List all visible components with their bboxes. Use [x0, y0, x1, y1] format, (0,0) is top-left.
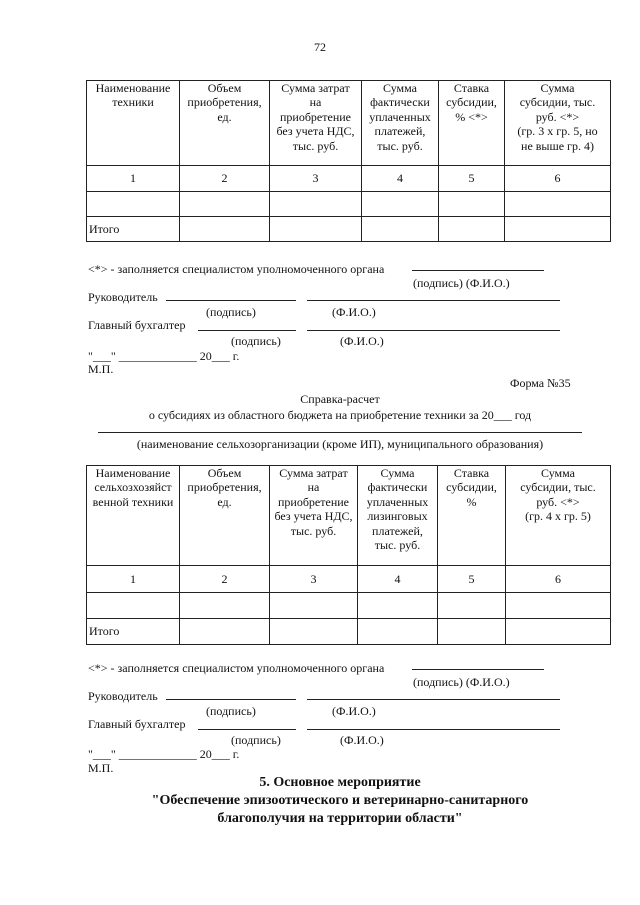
date-line: "___" _____________ 20___ г. — [88, 747, 240, 761]
section-title: 5. Основное мероприятие — [259, 775, 421, 790]
total-label: Итого — [87, 217, 180, 242]
accountant-sign-line — [198, 330, 296, 331]
date-line: "___" _____________ 20___ г. — [88, 349, 240, 363]
column-number: 1 — [87, 566, 180, 593]
note-signature-line — [412, 669, 544, 670]
accountant-name-line — [307, 729, 560, 730]
accountant-sign-line — [198, 729, 296, 730]
column-number: 3 — [270, 566, 358, 593]
table-2 — [86, 465, 611, 645]
section-subtitle-line-2: благополучия на территории области" — [217, 811, 463, 826]
header-cell: Наименование сельхозхозяйст венной техники — [87, 466, 180, 566]
accountant-name-caption: (Ф.И.О.) — [340, 334, 384, 348]
column-number: 5 — [438, 566, 506, 593]
form-subtitle: о субсидиях из областного бюджета на приобретение техники за 20___ год — [148, 408, 532, 422]
section-subtitle-line-1: "Обеспечение эпизоотического и ветеринарно-санитарного — [151, 793, 529, 808]
stamp-mark: М.П. — [88, 761, 114, 775]
head-name-line — [307, 300, 560, 301]
stamp-mark: М.П. — [88, 362, 114, 376]
accountant-name-caption: (Ф.И.О.) — [340, 733, 384, 747]
column-number: 6 — [505, 166, 611, 192]
head-name-caption: (Ф.И.О.) — [332, 305, 376, 319]
table-header-row — [87, 466, 611, 566]
total-row — [87, 217, 611, 242]
header-cell: Объем приобретения, ед. — [180, 466, 270, 566]
header-cell: Наименование техники — [87, 81, 180, 166]
table-header-row — [87, 81, 611, 166]
total-label: Итого — [87, 619, 180, 645]
column-number: 2 — [180, 166, 270, 192]
column-number: 6 — [506, 566, 611, 593]
org-name-line — [98, 432, 582, 433]
column-number: 3 — [270, 166, 362, 192]
head-sign-caption: (подпись) — [206, 704, 256, 718]
note-text: <*> - заполняется специалистом уполномоченного органа — [88, 661, 385, 675]
header-cell: Ставка субсидии, % — [438, 466, 506, 566]
column-number: 2 — [180, 566, 270, 593]
org-caption: (наименование сельхозорганизации (кроме ИП), муниципального образования) — [136, 437, 544, 451]
header-cell: Сумма фактически уплаченных лизинговых платежей, тыс. руб. — [358, 466, 438, 566]
head-name-caption: (Ф.И.О.) — [332, 704, 376, 718]
column-number-row — [87, 566, 611, 593]
note-caption: (подпись) (Ф.И.О.) — [413, 675, 510, 689]
column-number: 1 — [87, 166, 180, 192]
column-number: 4 — [362, 166, 439, 192]
form-number: Форма №35 — [510, 376, 571, 390]
accountant-sign-caption: (подпись) — [231, 733, 281, 747]
page-number: 72 — [314, 40, 326, 54]
header-cell: Сумма затрат на приобретение без учета НДС, тыс. руб. — [270, 466, 358, 566]
head-sign-line — [166, 300, 296, 301]
column-number: 5 — [439, 166, 505, 192]
head-label: Руководитель — [88, 689, 158, 703]
head-label: Руководитель — [88, 290, 158, 304]
table-row — [87, 593, 611, 619]
column-number-row — [87, 166, 611, 192]
table-1 — [86, 80, 611, 242]
header-cell: Объем приобретения, ед. — [180, 81, 270, 166]
column-number: 4 — [358, 566, 438, 593]
head-name-line — [307, 699, 560, 700]
header-cell: Сумма субсидии, тыс. руб. <*> (гр. 3 x гр. 5, но не выше гр. 4) — [505, 81, 611, 166]
table-row — [87, 192, 611, 217]
accountant-label: Главный бухгалтер — [88, 717, 186, 731]
note-caption: (подпись) (Ф.И.О.) — [413, 276, 510, 290]
head-sign-line — [166, 699, 296, 700]
form-title: Справка-расчет — [300, 392, 380, 406]
header-cell: Сумма фактически уплаченных платежей, тыс. руб. — [362, 81, 439, 166]
accountant-label: Главный бухгалтер — [88, 318, 186, 332]
note-signature-line — [412, 270, 544, 271]
note-text: <*> - заполняется специалистом уполномоченного органа — [88, 262, 385, 276]
accountant-sign-caption: (подпись) — [231, 334, 281, 348]
head-sign-caption: (подпись) — [206, 305, 256, 319]
accountant-name-line — [307, 330, 560, 331]
total-row — [87, 619, 611, 645]
header-cell: Ставка субсидии, % <*> — [439, 81, 505, 166]
header-cell: Сумма затрат на приобретение без учета НДС, тыс. руб. — [270, 81, 362, 166]
header-cell: Сумма субсидии, тыс. руб. <*> (гр. 4 x гр. 5) — [506, 466, 611, 566]
